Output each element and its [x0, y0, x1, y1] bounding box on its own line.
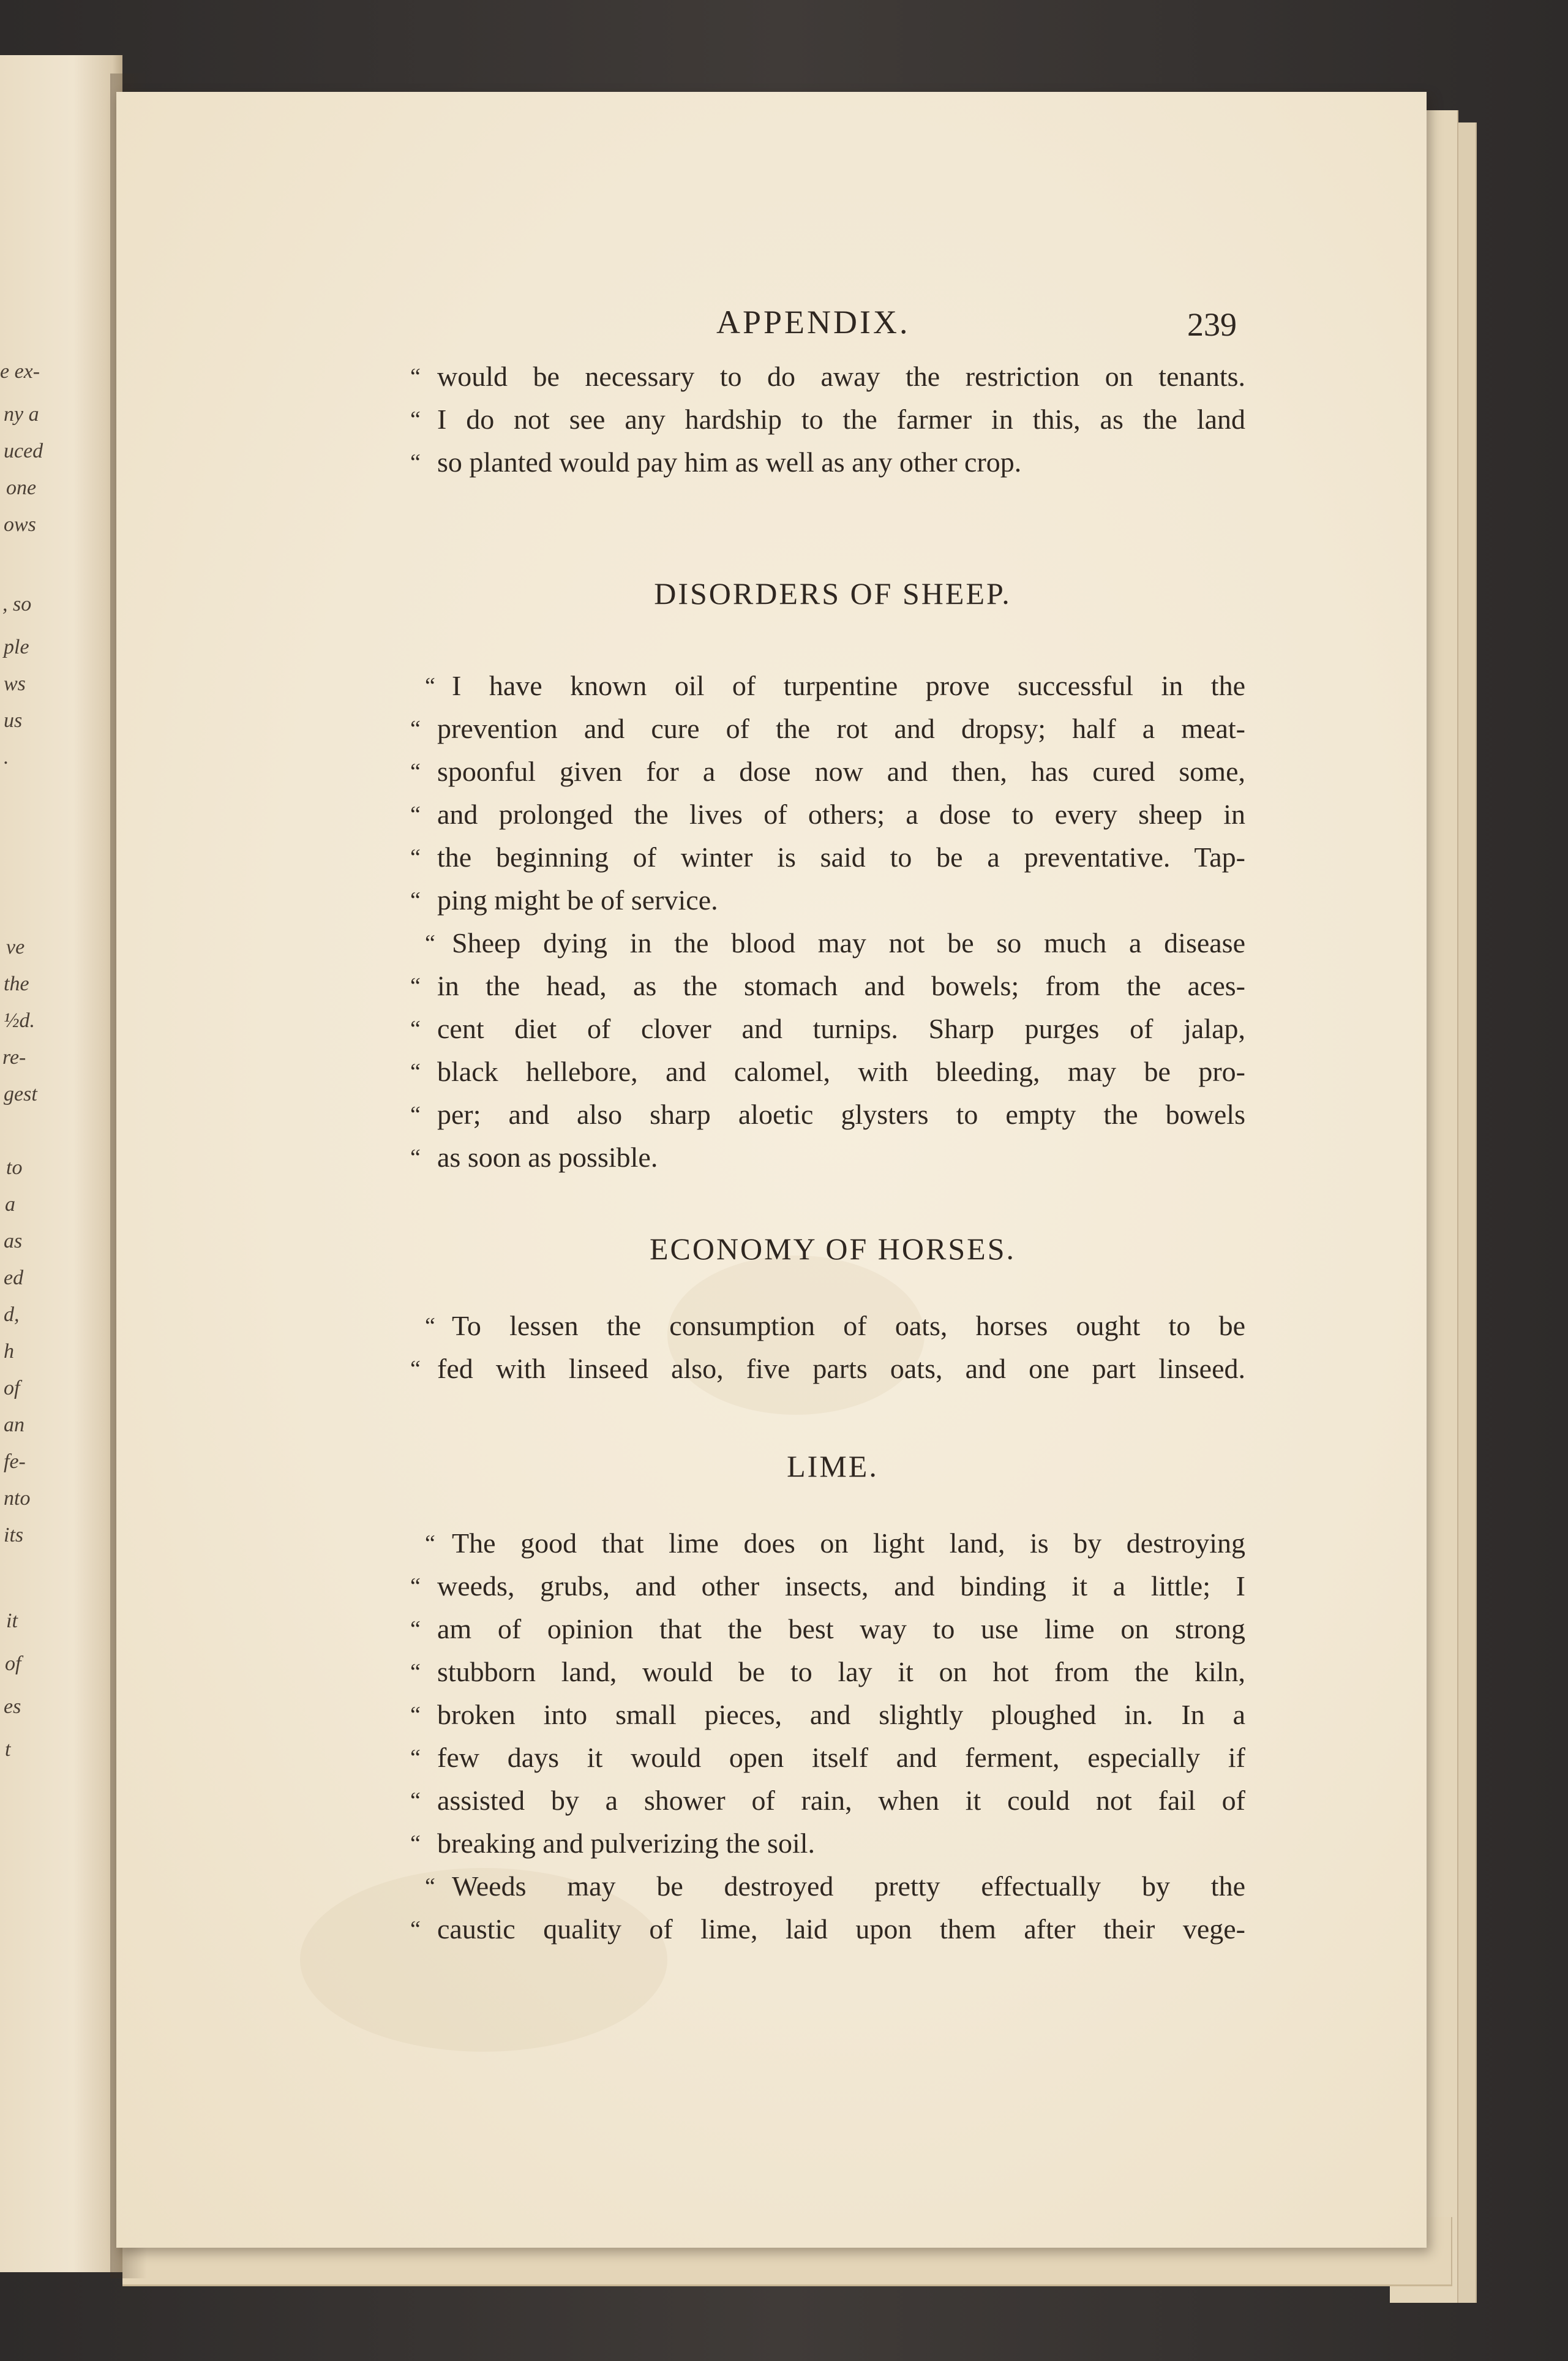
text-line: “ weeds, grubs, and other insects, and binding it a little; I [410, 1565, 1245, 1608]
text-line: “ spoonful given for a dose now and then, has cured some, [410, 750, 1245, 793]
quote-mark: “ [410, 1745, 421, 1771]
facing-page-fragment: re- [2, 1046, 26, 1069]
quote-mark: “ [410, 887, 421, 913]
facing-page-fragment: h [4, 1340, 14, 1363]
text-line: “ as soon as possible. [410, 1136, 1245, 1179]
facing-page [0, 55, 122, 2272]
facing-page-fragment: it [6, 1610, 18, 1632]
text-line: “ The good that lime does on light land, is by destroying [410, 1522, 1245, 1565]
text-line: “ ping might be of service. [410, 879, 1245, 922]
quote-mark: “ [410, 1659, 421, 1685]
facing-page-fragment: ed [4, 1267, 24, 1289]
quote-mark: “ [410, 973, 421, 999]
facing-page-fragment: ple [4, 636, 29, 658]
quote-mark: “ [410, 1102, 421, 1128]
facing-page-fragment: of [4, 1377, 20, 1399]
text-line: “ and prolonged the lives of others; a dose to every sheep in [410, 793, 1245, 836]
text-line: “ I have known oil of turpentine prove successful in the [410, 665, 1245, 707]
facing-page-fragment: ve [6, 936, 25, 958]
facing-page-fragment: a [5, 1193, 15, 1216]
quote-mark: “ [410, 1356, 421, 1382]
text-line: “ few days it would open itself and ferment, especially if [410, 1736, 1245, 1779]
text-line: “ cent diet of clover and turnips. Sharp purges of jalap, [410, 1007, 1245, 1050]
facing-page-fragment: , so [2, 593, 32, 616]
facing-page-fragment: t [5, 1738, 11, 1761]
quote-mark: “ [410, 1831, 421, 1856]
quote-mark: “ [410, 1788, 421, 1813]
facing-page-fragment: an [4, 1414, 24, 1436]
quote-mark: “ [410, 802, 421, 827]
running-head [410, 303, 1255, 352]
text-line: “ I do not see any hardship to the farmer in this, as the land [410, 398, 1245, 441]
quote-mark: “ [410, 1702, 421, 1728]
facing-page-fragment: gest [4, 1083, 37, 1105]
text-line: “ Weeds may be destroyed pretty effectually by the [410, 1865, 1245, 1908]
quote-mark: “ [425, 1313, 435, 1339]
text-line: “ stubborn land, would be to lay it on hot from the kiln, [410, 1651, 1245, 1693]
quote-mark: “ [410, 1145, 421, 1170]
facing-page-fragment: the [4, 973, 29, 995]
text-line: “ fed with linseed also, five parts oats, and one part linseed. [410, 1347, 1245, 1390]
facing-page-fragment: e ex- [0, 360, 40, 383]
text-line: “ assisted by a shower of rain, when it could not fail of [410, 1779, 1245, 1822]
text-line: “ broken into small pieces, and slightly ploughed in. In a [410, 1693, 1245, 1736]
facing-page-fragment: of [5, 1652, 21, 1675]
quote-mark: “ [410, 1573, 421, 1599]
quote-mark: “ [410, 1016, 421, 1042]
facing-page-fragment: fe- [4, 1450, 26, 1473]
text-line: “ To lessen the consumption of oats, horses ought to be [410, 1305, 1245, 1347]
text-line: “ breaking and pulverizing the soil. [410, 1822, 1245, 1865]
facing-page-fragment: . [4, 746, 9, 769]
quote-mark: “ [410, 1616, 421, 1642]
quote-mark: “ [410, 364, 421, 390]
quote-mark: “ [410, 1916, 421, 1942]
text-line: “ black hellebore, and calomel, with bleeding, may be pro- [410, 1050, 1245, 1093]
facing-page-fragment: to [6, 1156, 23, 1179]
running-title: APPENDIX. [716, 304, 910, 341]
facing-page-fragment: its [4, 1524, 24, 1546]
facing-page-fragment: as [4, 1230, 23, 1252]
text-line: “ prevention and cure of the rot and dropsy; half a meat- [410, 707, 1245, 750]
book-page [116, 92, 1427, 2248]
section-heading: ECONOMY OF HORSES. [649, 1232, 1016, 1266]
facing-page-fragment: ws [4, 672, 26, 695]
quote-mark: “ [410, 450, 421, 475]
quote-mark: “ [425, 1873, 435, 1899]
text-line: “ am of opinion that the best way to use lime on strong [410, 1608, 1245, 1651]
quote-mark: “ [425, 673, 435, 699]
facing-page-fragment: one [6, 476, 37, 499]
text-line: “ in the head, as the stomach and bowels; from the aces- [410, 965, 1245, 1007]
text-line: “ so planted would pay him as well as any other crop. [410, 441, 1245, 484]
text-line: “ caustic quality of lime, laid upon them after their vege- [410, 1908, 1245, 1951]
facing-page-fragment: d, [4, 1303, 20, 1326]
quote-mark: “ [410, 407, 421, 432]
section-heading: LIME. [787, 1449, 879, 1483]
quote-mark: “ [410, 1059, 421, 1085]
text-line: “ would be necessary to do away the restriction on tenants. [410, 355, 1245, 398]
text-line: “ the beginning of winter is said to be a preventative. Tap- [410, 836, 1245, 879]
page-number: 239 [1187, 306, 1237, 343]
quote-mark: “ [410, 716, 421, 742]
facing-page-fragment: uced [4, 440, 43, 462]
text-line: “ Sheep dying in the blood may not be so much a disease [410, 922, 1245, 965]
text-line: “ per; and also sharp aloetic glysters to empty the bowels [410, 1093, 1245, 1136]
facing-page-fragment: ½d. [4, 1009, 35, 1032]
quote-mark: “ [425, 930, 435, 956]
section-heading: DISORDERS OF SHEEP. [654, 576, 1011, 611]
facing-page-fragment: us [4, 709, 23, 732]
facing-page-fragment: nto [4, 1487, 31, 1510]
facing-page-fragment: es [4, 1695, 21, 1718]
facing-page-fragment: ows [4, 513, 36, 536]
facing-page-fragment: ny a [4, 403, 39, 426]
quote-mark: “ [425, 1531, 435, 1556]
quote-mark: “ [410, 845, 421, 870]
quote-mark: “ [410, 759, 421, 785]
